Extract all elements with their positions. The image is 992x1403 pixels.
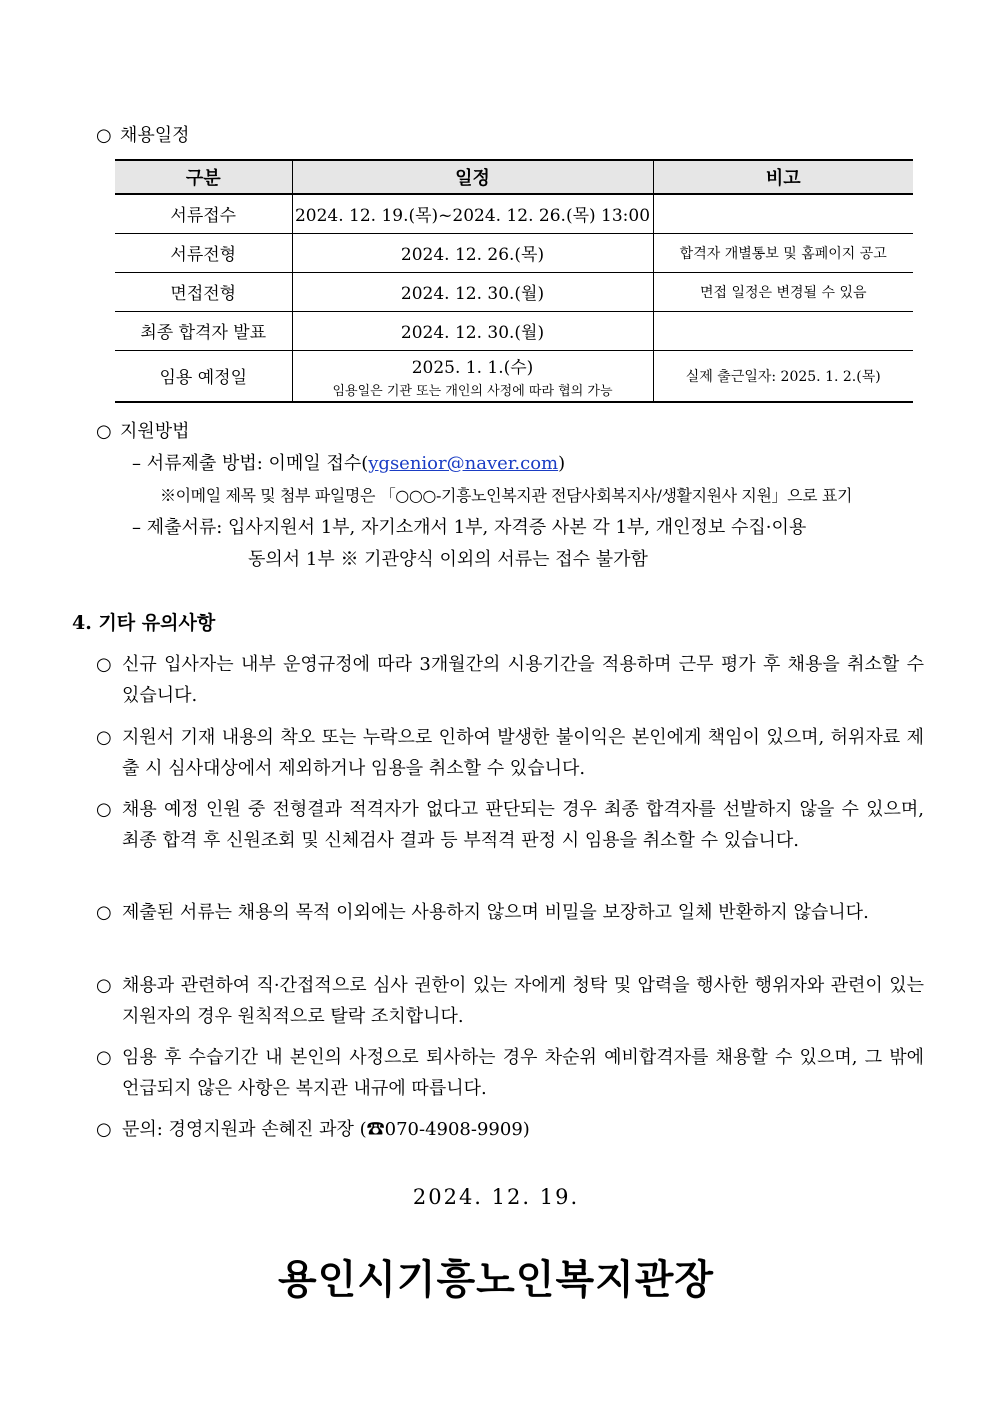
cell-category: 면접전형 (115, 272, 292, 311)
list-item: ○ 임용 후 수습기간 내 본인의 사정으로 퇴사하는 경우 차순위 예비합격자를 채용할 수 있으며, 그 밖에 언급되지 않은 사항은 복지관 내규에 따릅니다. (96, 1042, 924, 1104)
cell-note: 합격자 개별통보 및 홈페이지 공고 (653, 233, 913, 272)
cell-note (653, 194, 913, 233)
list-item: ○ 제출된 서류는 채용의 목적 이외에는 사용하지 않으며 비밀을 보장하고 일체 반환하지 않습니다. (96, 897, 924, 928)
apply-heading: ○ 지원방법 (96, 421, 190, 442)
table-row (115, 350, 913, 402)
cell-note: 실제 출근일자: 2025. 1. 2.(목) (653, 350, 913, 402)
apply-docs-line2: 동의서 1부 ※ 기관양식 이외의 서류는 접수 불가함 (248, 549, 648, 570)
list-item: ○ 채용 예정 인원 중 전형결과 적격자가 없다고 판단되는 경우 최종 합격자를 선발하지 않을 수 있으며, 최종 합격 후 신원조회 및 신체검사 결과 등 부적격 판정 시 임용을 취소할 수 있습니다. (96, 794, 924, 856)
list-item: ○ 채용과 관련하여 직·간접적으로 심사 권한이 있는 자에게 청탁 및 압력을 행사한 행위자와 관련이 있는 지원자의 경우 원칙적으로 탈락 조치합니다. (96, 970, 924, 1032)
header-schedule: 일정 (292, 160, 653, 194)
cell-note (653, 311, 913, 350)
table-row (115, 233, 913, 272)
bullet-circle: ○ (96, 1119, 112, 1140)
table-row (115, 272, 913, 311)
bullet-circle: ○ (96, 421, 112, 442)
schedule-table (115, 159, 913, 403)
apply-filename-note: ※이메일 제목 및 첨부 파일명은 「○○○-기흥노인복지관 전담사회복지사/생활지원사 지원」으로 표기 (160, 486, 853, 505)
schedule-heading: ○ 채용일정 (96, 125, 190, 146)
cell-date-subnote: 임용일은 기관 또는 개인의 사정에 따라 협의 가능 (332, 383, 613, 399)
cell-date: 2024. 12. 30.(월) (292, 311, 653, 350)
list-item: ○ 지원서 기재 내용의 착오 또는 누락으로 인하여 발생한 불이익은 본인에게 책임이 있으며, 허위자료 제출 시 심사대상에서 제외하거나 임용을 취소할 수 있습니다. (96, 722, 924, 784)
apply-docs-line1: – 제출서류: 입사지원서 1부, 자기소개서 1부, 자격증 사본 각 1부, 개인정보 수집·이용 (132, 517, 807, 538)
section-title: 4. 기타 유의사항 (72, 612, 216, 634)
cell-category: 임용 예정일 (115, 350, 292, 402)
cell-date: 2024. 12. 30.(월) (292, 272, 653, 311)
bullet-circle: ○ (96, 727, 112, 748)
apply-method-line: – 서류제출 방법: 이메일 접수(ygsenior@naver.com) (132, 453, 566, 474)
bullet-circle: ○ (96, 799, 112, 820)
document-date: 2024. 12. 19. (412, 1185, 580, 1209)
table-header-row (115, 160, 913, 194)
bullet-circle: ○ (96, 902, 112, 923)
bullet-circle: ○ (96, 975, 112, 996)
table-row (115, 311, 913, 350)
cell-date-main: 2025. 1. 1.(수) (411, 357, 534, 378)
header-note: 비고 (653, 160, 913, 194)
cell-date: 2024. 12. 26.(목) (292, 233, 653, 272)
cell-note: 면접 일정은 변경될 수 있음 (653, 272, 913, 311)
signature-title: 용인시기흥노인복지관장 (277, 1256, 715, 1303)
email-link[interactable]: ygsenior@naver.com (368, 453, 559, 474)
cell-category: 서류접수 (115, 194, 292, 233)
contact-line: ○ 문의: 경영지원과 손혜진 과장 (☎070-4908-9909) (96, 1114, 924, 1145)
bullet-circle: ○ (96, 125, 112, 146)
bullet-circle: ○ (96, 1047, 112, 1068)
cell-date: 2024. 12. 19.(목)~2024. 12. 26.(목) 13:00 (292, 194, 653, 233)
cell-date (292, 350, 653, 402)
cell-category: 서류전형 (115, 233, 292, 272)
table-row (115, 194, 913, 233)
list-item: ○ 신규 입사자는 내부 운영규정에 따라 3개월간의 시용기간을 적용하며 근무 평가 후 채용을 취소할 수 있습니다. (96, 649, 924, 711)
cell-category: 최종 합격자 발표 (115, 311, 292, 350)
header-category: 구분 (115, 160, 292, 194)
bullet-circle: ○ (96, 654, 112, 675)
